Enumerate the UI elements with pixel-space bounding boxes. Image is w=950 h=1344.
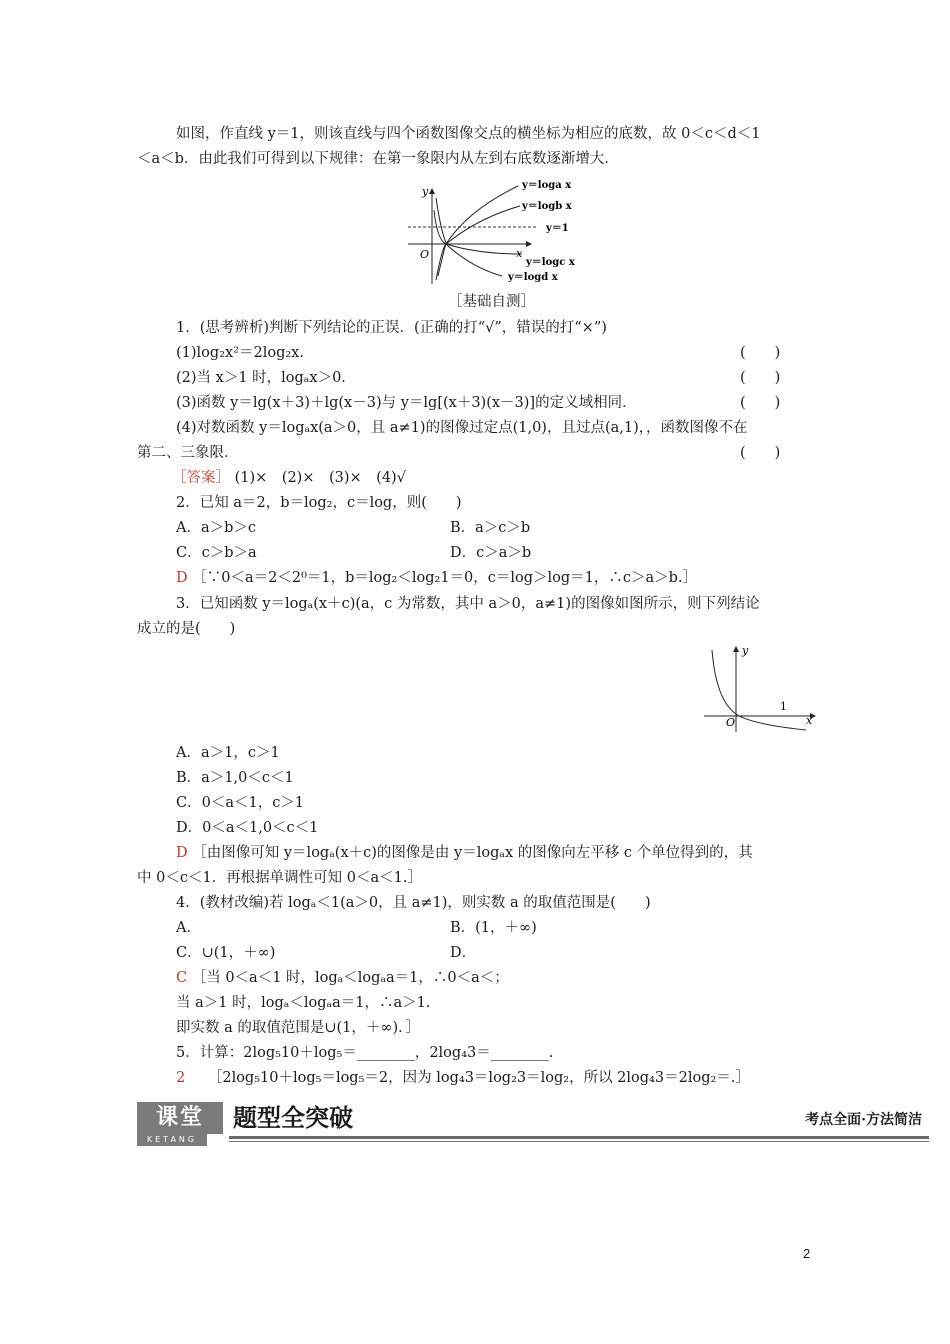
q3-y-label: y	[742, 644, 749, 657]
q5-stem: 5．计算：2log₅10＋log₅＝________，2log₄3＝________.	[176, 1045, 554, 1061]
q3-graph-figure	[702, 642, 822, 734]
q3-stem-2: 成立的是( )	[137, 621, 236, 637]
q4-option-c: C．∪(1，＋∞)	[176, 945, 276, 961]
q3-origin-label: O	[726, 716, 736, 729]
q1-answer: (1)× (2)× (3)× (4)√	[234, 470, 406, 486]
banner-rule-thick	[229, 1136, 929, 1139]
curve-c	[434, 210, 522, 254]
log-curves-figure	[398, 180, 588, 288]
q4-explain-2: 当 a＞1 时，logₐ＜logₐa＝1，∴a＞1.	[176, 995, 431, 1011]
fig1-curve-a-label: y＝loga x	[522, 180, 572, 191]
banner-title: 题型全突破	[233, 1104, 353, 1132]
q5-answer: 2	[176, 1070, 186, 1086]
q2-answer-line	[176, 568, 697, 588]
fig1-y-label: y	[422, 185, 429, 198]
q1-answer-tag: ［答案］	[172, 470, 230, 486]
q4-answer: C	[176, 970, 188, 986]
q2-explain: ［∵0＜a＝2＜2⁰＝1，b＝log₂＜log₂1＝0，c＝log＞log＝1，∴c＞a＞b.］	[192, 570, 698, 586]
q1-answer-line	[172, 468, 406, 488]
q4-option-d: D．	[450, 945, 477, 961]
q3-option-b: B．a＞1,0＜c＜1	[176, 770, 294, 786]
q4-stem: 4．(教材改编)若 logₐ＜1(a＞0，且 a≠1)，则实数 a 的取值范围是( )	[176, 895, 651, 911]
q3-answer: D	[176, 845, 188, 861]
q3-option-d: D．0＜a＜1,0＜c＜1	[176, 820, 319, 836]
q3-tick-label: 1	[780, 700, 787, 713]
q4-answer-line	[176, 968, 509, 988]
q5-answer-line	[176, 1068, 750, 1088]
banner-sub: KETANG	[137, 1134, 207, 1146]
q4-option-a: A．	[176, 920, 201, 936]
banner-box: 课堂	[137, 1102, 223, 1134]
q1-blank-1: ( )	[740, 345, 781, 361]
q3-explain-1: ［由图像可知 y＝logₐ(x＋c)的图像是由 y＝logₐx 的图像向左平移 c 个单位得到的，其	[192, 845, 753, 861]
curve-b	[438, 206, 520, 276]
q1-item-4-cont: 第二、三象限．	[137, 445, 239, 461]
banner-rule-thin	[229, 1141, 929, 1142]
q5-explain: ［2log₅10＋log₅＝log₅＝2，因为 log₄3＝log₂3＝log₂，所以 2log₄3＝2log₂＝.］	[207, 1070, 750, 1086]
q2-option-d: D．c＞a＞b	[450, 545, 532, 561]
banner-slogan: 考点全面·方法简洁	[805, 1112, 922, 1128]
fig1-x-label: x	[516, 247, 523, 260]
q1-item-1: (1)log₂x²＝2log₂x．	[176, 345, 314, 361]
q2-option-c: C．c＞b＞a	[176, 545, 257, 561]
q4-explain-1: ［当 0＜a＜1 时，logₐ＜logₐa＝1，∴0＜a＜；	[191, 970, 509, 986]
fig1-curve-d-label: y＝logd x	[508, 272, 558, 283]
fig1-origin-label: O	[420, 248, 430, 261]
q2-answer: D	[176, 570, 188, 586]
intro-line-2: ＜a＜b．由此我们可得到以下规律：在第一象限内从左到右底数逐渐增大．	[137, 151, 619, 167]
fig1-curve-b-label: y＝logb x	[522, 201, 572, 212]
q3-x-label: x	[806, 714, 813, 727]
q1-item-4: (4)对数函数 y＝logₐx(a＞0，且 a≠1)的图像过定点(1,0)，且过点(a,1)，，函数图像不在	[176, 420, 748, 436]
fig1-line-label: y＝1	[546, 223, 569, 234]
section-banner	[137, 1102, 932, 1144]
curve-d	[436, 198, 502, 276]
q2-option-b: B．a＞c＞b	[450, 520, 531, 536]
q1-stem: 1．(思考辨析)判断下列结论的正误．(正确的打“√”，错误的打“×”)	[176, 320, 607, 336]
q3-option-c: C．0＜a＜1，c＞1	[176, 795, 305, 811]
q3-stem-1: 3．已知函数 y＝logₐ(x＋c)(a，c 为常数，其中 a＞0，a≠1)的图像如图所示，则下列结论	[176, 596, 760, 612]
q1-blank-2: ( )	[740, 370, 781, 386]
q1-blank-3: ( )	[740, 395, 781, 411]
q4-option-b: B．(1，＋∞)	[450, 920, 537, 936]
q1-item-2: (2)当 x＞1 时，logₐx＞0．	[176, 370, 356, 386]
section-title: ［基础自测］	[448, 294, 535, 310]
page-number: 2	[803, 1246, 811, 1261]
q1-blank-4: ( )	[740, 445, 781, 461]
q2-stem: 2．已知 a＝2，b＝log₂，c＝log，则( )	[176, 495, 462, 511]
q2-option-a: A．a＞b＞c	[176, 520, 257, 536]
intro-line-1: 如图，作直线 y＝1，则该直线与四个函数图像交点的横坐标为相应的底数，故 0＜c＜d＜1	[176, 126, 761, 142]
q3-answer-line	[176, 843, 753, 863]
fig1-curve-c-label: y＝logc x	[526, 257, 575, 268]
q3-explain-2: 中 0＜c＜1．再根据单调性可知 0＜a＜1.］	[137, 870, 422, 886]
q3-option-a: A．a＞1，c＞1	[176, 745, 280, 761]
q1-item-3: (3)函数 y＝lg(x＋3)＋lg(x－3)与 y＝lg[(x＋3)(x－3)]的定义域相同．	[176, 395, 637, 411]
q4-explain-3: 即实数 a 的取值范围是∪(1，＋∞)．］	[176, 1020, 420, 1036]
